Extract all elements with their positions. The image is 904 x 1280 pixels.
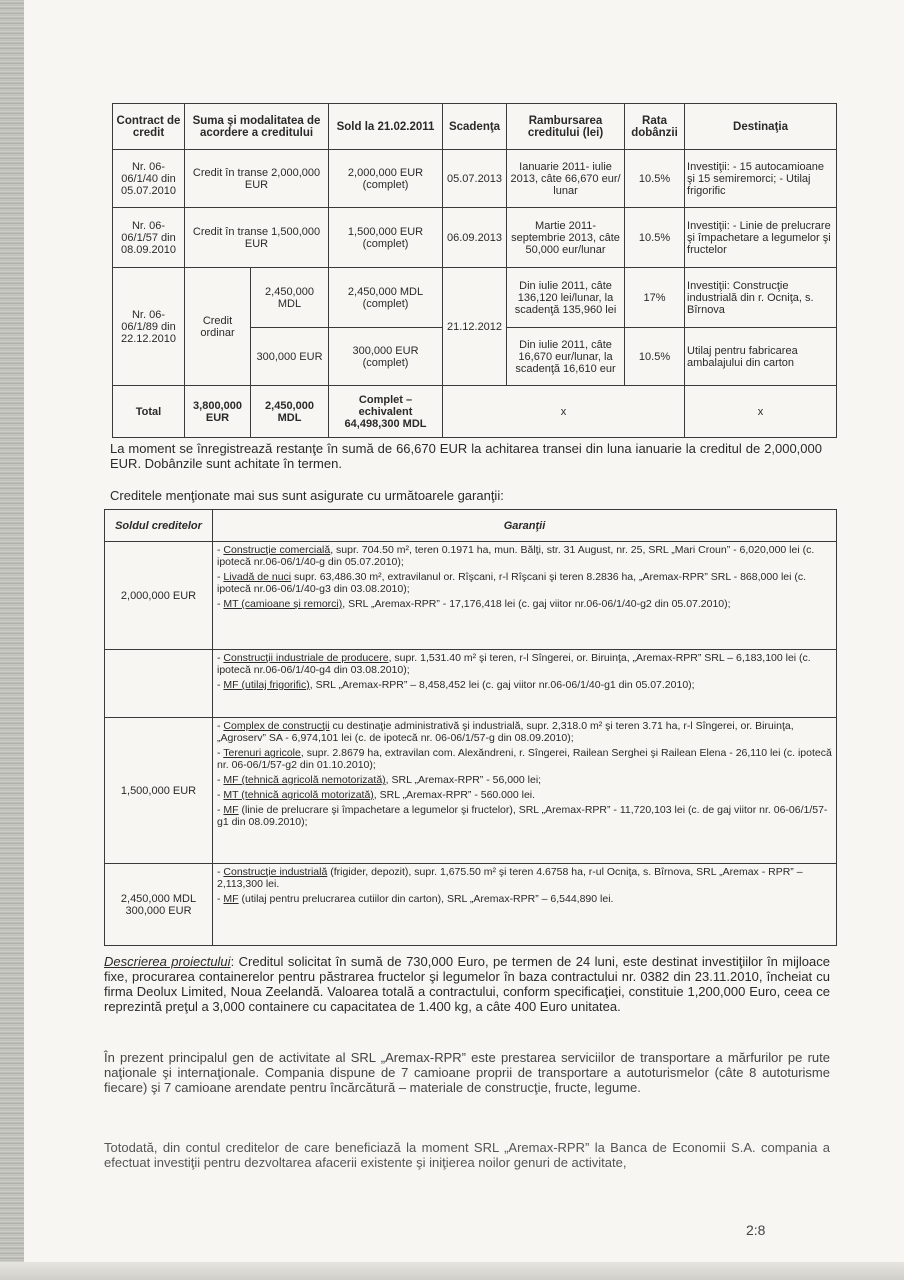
paragraph-totodata: Totodată, din contul creditelor de care beneficiază la moment SRL „Aremax-RPR” la Banca de Economii S.A. compania a efectuat investiţii pentru dezvoltarea afacerii existente şi iniţierea noilor genuri de activitate, bbox=[104, 1140, 830, 1170]
cell-rata: 10.5% bbox=[625, 208, 685, 268]
cell-contract: Nr. 06-06/1/40 din 05.07.2010 bbox=[113, 150, 185, 208]
cell-total-sold: Complet – echivalent 64,498,300 MDL bbox=[329, 386, 443, 438]
paragraph-garantii-intro: Creditele menţionate mai sus sunt asigurate cu următoarele garanţii: bbox=[110, 488, 504, 503]
paragraph-restante: La moment se înregistrează restanţe în sumă de 66,670 EUR la achitarea transei din luna ianuarie la creditul de 2,000,000 EUR. Dobânzile sunt achitate în termen. bbox=[110, 441, 822, 471]
guarantee-item: - Terenuri agricole, supr. 2.8679 ha, extravilan com. Alexăndreni, r. Sîngerei, Railean Serghei şi Railean Elena - 26,110 lei (c. ipotecă nr. 06-06/1/57-g2 din 01.10.2010); bbox=[217, 747, 832, 771]
cell-sold: 2,000,000 EUR bbox=[105, 542, 213, 650]
header-garantii: Garanţii bbox=[213, 510, 837, 542]
guarantee-item-text: , SRL „Aremax-RPR” – 8,458,452 lei (c. gaj viitor nr.06-06/1/40-g1 din 05.07.2010); bbox=[309, 679, 695, 691]
cell-contract: Nr. 06-06/1/89 din 22.12.2010 bbox=[113, 268, 185, 386]
guarantee-item: - MF (linie de prelucrare şi împachetare a legumelor şi fructelor), SRL „Aremax-RPR” - 11,720,103 lei (c. de gaj viitor nr. 06-06/1/57-g1 din 08.09.2010); bbox=[217, 804, 828, 828]
guarantee-item-title: MT (tehnică agricolă motorizată) bbox=[223, 789, 374, 801]
guarantees-table bbox=[104, 509, 837, 946]
guarantee-item-text: cu destinaţie administrativă şi industrială, supr. 2,318.0 m² şi teren 3.71 ha, r-l Sîngerei, or. Biruinţa, „Agroserv” SA - 6,974,101 lei (c. de ipotecă nr. 06-06/1/57-g din 08.09.2010); bbox=[217, 720, 794, 744]
guarantee-item: - Complex de construcţii cu destinaţie administrativă şi industrială, supr. 2,318.0 m² şi teren 3.71 ha, r-l Sîngerei, or. Biruinţa, „Agroserv” SA - 6,974,101 lei (c. de ipotecă nr. 06-06/1/57-g din 08.09.2010); bbox=[217, 720, 794, 744]
guarantee-item-text: , SRL „Aremax-RPR” - 56,000 lei; bbox=[385, 774, 542, 786]
guarantee-item-title: MF (tehnică agricolă nemotorizată) bbox=[223, 774, 386, 786]
guarantees-header-row bbox=[105, 510, 837, 542]
cell-destinatia: Investiţii: - Linie de prelucrare şi împachetare a legumelor şi fructelor bbox=[685, 208, 837, 268]
guarantee-row-4 bbox=[105, 864, 837, 946]
guarantee-item-text: (linie de prelucrare şi împachetare a legumelor şi fructelor), SRL „Aremax-RPR” - 11,720,103 lei (c. de gaj viitor nr. 06-06/1/57-g1 din 08.09.2010); bbox=[217, 804, 828, 828]
cell-suma: 300,000 EUR bbox=[251, 328, 329, 386]
cell-total-x2: x bbox=[685, 386, 837, 438]
guarantee-item: - Construcţie comercială, supr. 704.50 m², teren 0.1971 ha, mun. Bălţi, str. 31 August, nr. 25, SRL „Mari Croun” - 6,020,000 lei (c. ipotecă nr.06-06/1/40-g din 05.07.2010); bbox=[217, 544, 815, 568]
credit-row-2 bbox=[113, 208, 837, 268]
cell-rata: 10.5% bbox=[625, 150, 685, 208]
project-label: Descrierea proiectului bbox=[104, 954, 231, 969]
cell-garantii bbox=[213, 718, 837, 864]
header-destinatia: Destinaţia bbox=[685, 104, 837, 150]
header-rambursare: Rambursarea creditului (lei) bbox=[507, 104, 625, 150]
header-sold: Sold la 21.02.2011 bbox=[329, 104, 443, 150]
guarantee-item: - Construcţie industrială (frigider, depozit), supr. 1,675.50 m² şi teren 4.6758 ha, r-ul Ocniţa, s. Bîrnova, SRL „Aremax - RPR” – 2,113,300 lei. bbox=[217, 866, 803, 890]
cell-total-eur: 3,800,000 EUR bbox=[185, 386, 251, 438]
guarantee-item-title: MF (utilaj frigorific) bbox=[223, 679, 310, 691]
project-text: : Creditul solicitat în sumă de 730,000 Euro, pe termen de 24 luni, este destinat investiţiilor în mijloace fixe, procurarea containerelor pentru păstrarea fructelor şi legumelor în baza contractului nr. 0382 din 23.11.2010, încheiat cu firma Deolux Limited, Noua Zeelandă. Valoarea totală a contractului, conform specificaţiei, constituie 1,200,000 Euro, ceea ce reprezintă preţul a 3,000 containere cu capacitatea de 1.400 kg, a câte 400 Euro unitatea. bbox=[104, 954, 830, 1014]
cell-sold: 2,000,000 EUR (complet) bbox=[329, 150, 443, 208]
cell-sold: 1,500,000 EUR bbox=[105, 718, 213, 864]
cell-credit-type: Credit ordinar bbox=[185, 268, 251, 386]
cell-scadenta: 05.07.2013 bbox=[443, 150, 507, 208]
cell-rambursare: Ianuarie 2011- iulie 2013, câte 66,670 eur/ lunar bbox=[507, 150, 625, 208]
header-contract: Contract de credit bbox=[113, 104, 185, 150]
cell-garantii bbox=[213, 542, 837, 650]
cell-rata: 10.5% bbox=[625, 328, 685, 386]
guarantee-item: - MF (utilaj frigorific), SRL „Aremax-RPR” – 8,458,452 lei (c. gaj viitor nr.06-06/1/40-g1 din 05.07.2010); bbox=[217, 679, 695, 691]
guarantee-item-text: , SRL „Aremax-RPR” - 560.000 lei. bbox=[373, 789, 536, 801]
cell-garantii bbox=[213, 650, 837, 718]
cell-rambursare: Martie 2011- septembrie 2013, câte 50,000 eur/lunar bbox=[507, 208, 625, 268]
guarantee-row-2 bbox=[105, 650, 837, 718]
credits-header-row bbox=[113, 104, 837, 150]
guarantee-item-title: Construcţie comercială bbox=[223, 544, 331, 556]
cell-sold: 2,450,000 MDL 300,000 EUR bbox=[105, 864, 213, 946]
cell-destinatia: Utilaj pentru fabricarea ambalajului din carton bbox=[685, 328, 837, 386]
guarantee-item-title: Livadă de nuci bbox=[223, 571, 292, 583]
header-suma: Suma şi modalitatea de acordere a creditului bbox=[185, 104, 329, 150]
scan-left-edge bbox=[0, 0, 24, 1280]
guarantee-item: - MT (tehnică agricolă motorizată), SRL „Aremax-RPR” - 560.000 lei. bbox=[217, 789, 536, 801]
cell-contract: Nr. 06-06/1/57 din 08.09.2010 bbox=[113, 208, 185, 268]
credits-table bbox=[112, 103, 837, 438]
cell-suma: Credit în transe 1,500,000 EUR bbox=[185, 208, 329, 268]
cell-total-mdl: 2,450,000 MDL bbox=[251, 386, 329, 438]
guarantee-item-text: , supr. 1,531.40 m² şi teren, r-l Sîngerei, or. Biruinţa, „Aremax-RPR” SRL – 6,183,100 lei (c. ipotecă nr.06-06/1/40-g4 din 03.08.2010); bbox=[217, 652, 811, 676]
paragraph-activitate: În prezent principalul gen de activitate al SRL „Aremax-RPR” este prestarea serviciilor de transportare a mărfurilor pe rute naţionale şi internaţionale. Compania dispune de 7 camioane proprii de transportare a autoturismelor (câte 8 autoturisme fiecare) şi 7 camioane arendate pentru încărcătură – materiale de construcţie, fructe, legume. bbox=[104, 1050, 830, 1095]
cell-rata: 17% bbox=[625, 268, 685, 328]
cell-suma: 2,450,000 MDL bbox=[251, 268, 329, 328]
guarantee-item-text: (utilaj pentru prelucrarea cutiilor din carton), SRL „Aremax-RPR” – 6,544,890 lei. bbox=[238, 893, 614, 905]
cell-sold bbox=[105, 650, 213, 718]
paragraph-descrierea-proiectului bbox=[104, 954, 830, 1014]
guarantee-item-text: (frigider, depozit), supr. 1,675.50 m² şi teren 4.6758 ha, r-ul Ocniţa, s. Bîrnova, SRL „Aremax - RPR” – 2,113,300 lei. bbox=[217, 866, 803, 890]
cell-total-x1: x bbox=[443, 386, 685, 438]
guarantee-item-text: , supr. 704.50 m², teren 0.1971 ha, mun. Bălţi, str. 31 August, nr. 25, SRL „Mari Croun” - 6,020,000 lei (c. ipotecă nr.06-06/1/40-g din 05.07.2010); bbox=[217, 544, 815, 568]
cell-garantii bbox=[213, 864, 837, 946]
cell-sold: 1,500,000 EUR (complet) bbox=[329, 208, 443, 268]
cell-rambursare: Din iulie 2011, câte 16,670 eur/lunar, la scadenţă 16,610 eur bbox=[507, 328, 625, 386]
guarantee-item-text: , supr. 2.8679 ha, extravilan com. Alexăndreni, r. Sîngerei, Railean Serghei şi Railean Elena - 26,110 lei (c. ipotecă nr. 06-06/1/57-g2 din 01.10.2010); bbox=[217, 747, 832, 771]
guarantee-item-title: MF bbox=[223, 804, 239, 816]
cell-destinatia: Investiţii: - 15 autocamioane şi 15 semiremorci; - Utilaj frigorific bbox=[685, 150, 837, 208]
guarantee-item-title: Complex de construcţii bbox=[223, 720, 330, 732]
cell-scadenta: 21.12.2012 bbox=[443, 268, 507, 386]
cell-sold: 2,450,000 MDL (complet) bbox=[329, 268, 443, 328]
credit-row-1 bbox=[113, 150, 837, 208]
guarantee-row-1 bbox=[105, 542, 837, 650]
page-number: 2:8 bbox=[746, 1222, 766, 1238]
header-scadenta: Scadenţa bbox=[443, 104, 507, 150]
cell-scadenta: 06.09.2013 bbox=[443, 208, 507, 268]
guarantee-item: - MT (camioane şi remorci), SRL „Aremax-RPR” - 17,176,418 lei (c. gaj viitor nr.06-06/1/40-g2 din 05.07.2010); bbox=[217, 598, 731, 610]
cell-suma: Credit în transe 2,000,000 EUR bbox=[185, 150, 329, 208]
guarantee-item-title: Terenuri agricole bbox=[223, 747, 301, 759]
credits-total-row bbox=[113, 386, 837, 438]
credit-row-3a bbox=[113, 268, 837, 328]
guarantee-item-text: , SRL „Aremax-RPR” - 17,176,418 lei (c. gaj viitor nr.06-06/1/40-g2 din 05.07.2010); bbox=[342, 598, 731, 610]
guarantee-row-3 bbox=[105, 718, 837, 864]
header-rata: Rata dobânzii bbox=[625, 104, 685, 150]
cell-rambursare: Din iulie 2011, câte 136,120 lei/lunar, la scadenţă 135,960 lei bbox=[507, 268, 625, 328]
guarantee-item-title: Construcţie industrială bbox=[223, 866, 328, 878]
cell-sold: 300,000 EUR (complet) bbox=[329, 328, 443, 386]
guarantee-item-title: Construcţii industriale de producere bbox=[223, 652, 389, 664]
header-soldul-creditelor: Soldul creditelor bbox=[105, 510, 213, 542]
guarantee-item: - Livadă de nuci supr. 63,486.30 m², extravilanul or. Rîşcani, r-l Rîşcani şi teren 8.2836 ha, „Aremax-RPR” SRL - 868,000 lei (c. ipotecă nr.06-06/1/40-g3 din 03.08.2010); bbox=[217, 571, 807, 595]
scan-bottom-edge bbox=[0, 1262, 904, 1280]
guarantee-item: - Construcţii industriale de producere, supr. 1,531.40 m² şi teren, r-l Sîngerei, or. Biruinţa, „Aremax-RPR” SRL – 6,183,100 lei (c. ipotecă nr.06-06/1/40-g4 din 03.08.2010); bbox=[217, 652, 811, 676]
guarantee-item-title: MF bbox=[223, 893, 239, 905]
guarantee-item: - MF (tehnică agricolă nemotorizată), SRL „Aremax-RPR” - 56,000 lei; bbox=[217, 774, 542, 786]
guarantee-item: - MF (utilaj pentru prelucrarea cutiilor din carton), SRL „Aremax-RPR” – 6,544,890 lei. bbox=[217, 893, 614, 905]
guarantee-item-text: supr. 63,486.30 m², extravilanul or. Rîşcani, r-l Rîşcani şi teren 8.2836 ha, „Aremax-RPR” SRL - 868,000 lei (c. ipotecă nr.06-06/1/40-g3 din 03.08.2010); bbox=[217, 571, 807, 595]
cell-destinatia: Investiţii: Construcţie industrială din r. Ocniţa, s. Bîrnova bbox=[685, 268, 837, 328]
cell-total-label: Total bbox=[113, 386, 185, 438]
guarantee-item-title: MT (camioane şi remorci) bbox=[223, 598, 343, 610]
